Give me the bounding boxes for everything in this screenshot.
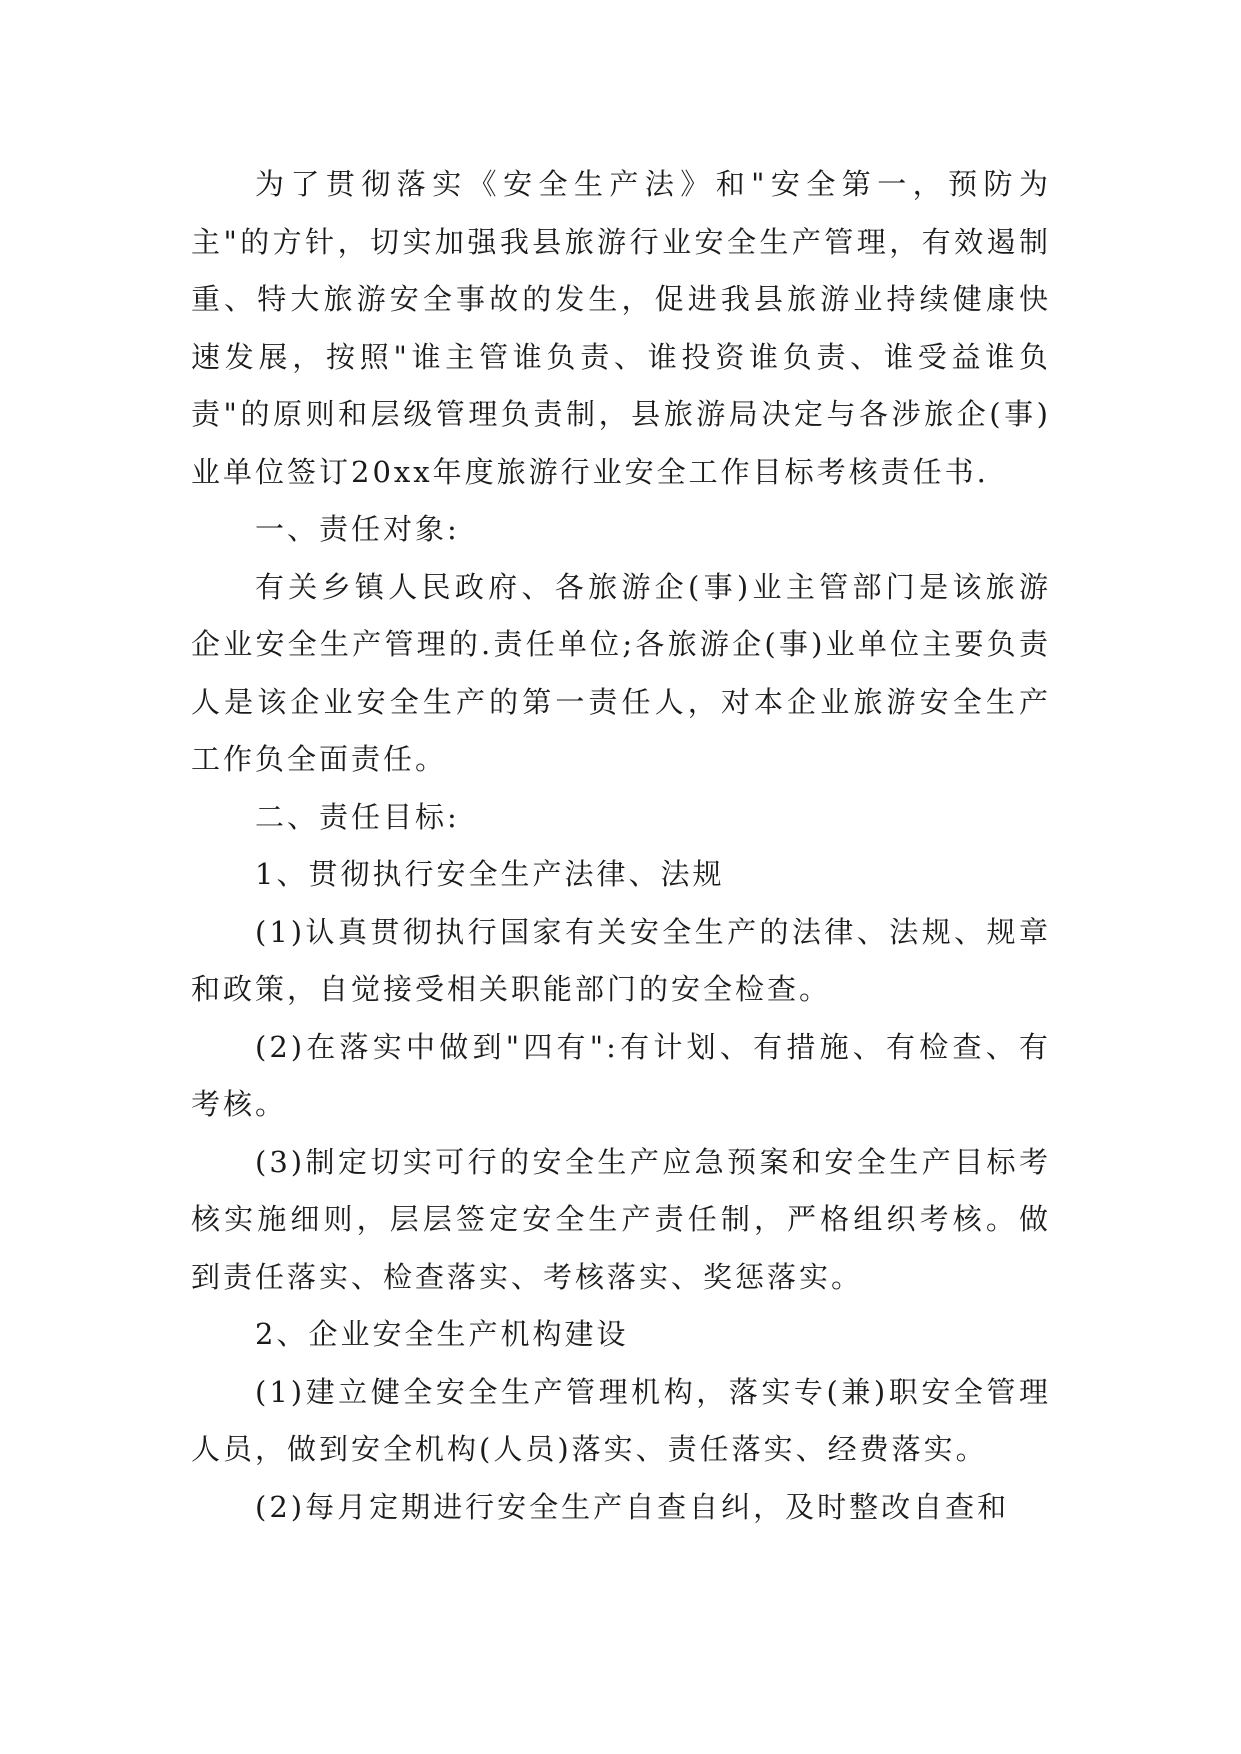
intro-paragraph: 为了贯彻落实《安全生产法》和"安全第一，预防为主"的方针，切实加强我县旅游行业安全生产管理，有效遏制重、特大旅游安全事故的发生，促进我县旅游业持续健康快速发展，按照"谁主管谁负责、谁投资谁负责、谁受益谁负责"的原则和层级管理负责制，县旅游局决定与各涉旅企(事)业单位签订20xx年度旅游行业安全工作目标考核责任书. [191,167,1051,489]
item-1-2-paragraph: (2)在落实中做到"四有":有计划、有措施、有检查、有考核。 [191,1029,1051,1121]
responsibility-object-paragraph: 有关乡镇人民政府、各旅游企(事)业主管部门是该旅游企业安全生产管理的.责任单位;各旅游企(事)业单位主要负责人是该企业安全生产的第一责任人，对本企业旅游安全生产工作负全面责任。 [191,569,1051,776]
document-body [191,156,1051,1536]
item-2-2-paragraph: (2)每月定期进行安全生产自查自纠，及时整改自查和 [255,1489,1010,1524]
section-heading-responsibility-goal: 二、责任目标: [255,799,460,834]
section-heading-responsibility-object: 一、责任对象: [255,512,460,546]
subheading-laws-regulations: 1、贯彻执行安全生产法律、法规 [255,857,725,891]
subheading-safety-organization: 2、企业安全生产机构建设 [255,1317,629,1351]
item-2-1-paragraph: (1)建立健全安全生产管理机构，落实专(兼)职安全管理人员，做到安全机构(人员)落实、责任落实、经费落实。 [191,1374,1051,1466]
item-1-1-paragraph: (1)认真贯彻执行国家有关安全生产的法律、法规、规章和政策，自觉接受相关职能部门的安全检查。 [191,914,1051,1006]
item-1-3-paragraph: (3)制定切实可行的安全生产应急预案和安全生产目标考核实施细则，层层签定安全生产责任制，严格组织考核。做到责任落实、检查落实、考核落实、奖惩落实。 [191,1144,1051,1294]
